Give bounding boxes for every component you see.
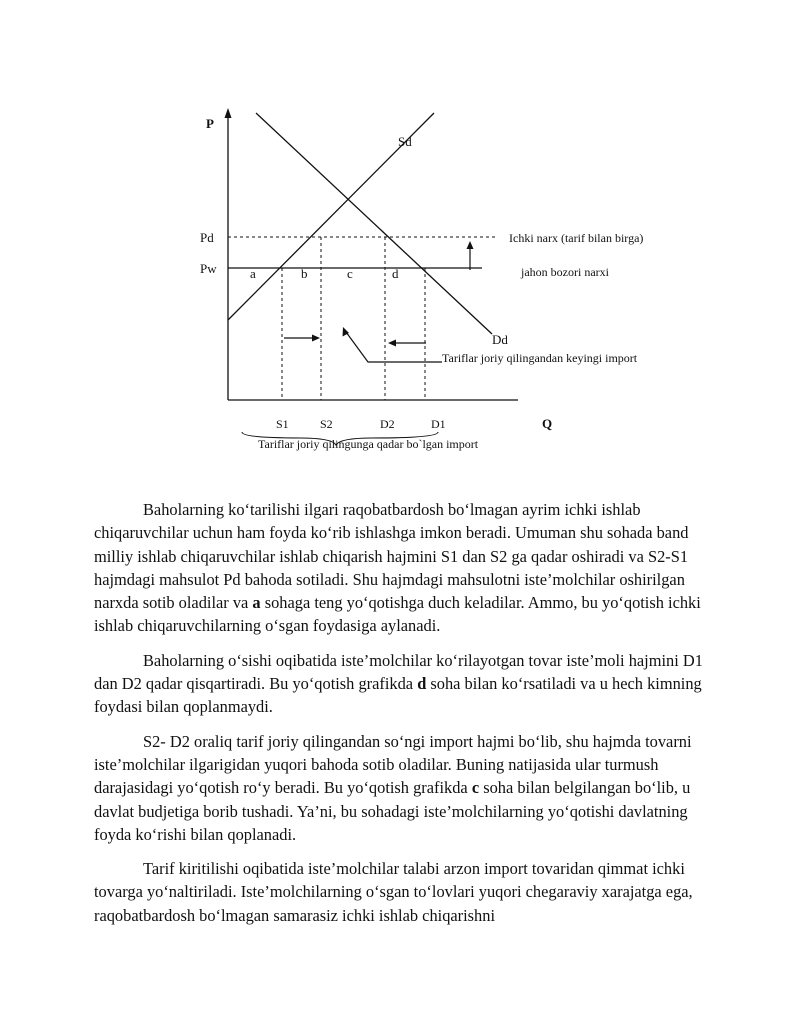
q-s1-label: S1	[276, 417, 289, 431]
price-pd-label: Pd	[200, 230, 214, 245]
area-b-label: b	[301, 266, 308, 281]
paragraph-4	[94, 857, 714, 927]
paragraph-1	[94, 498, 714, 638]
area-d-label: d	[392, 266, 399, 281]
demand-curve-label: Dd	[492, 332, 508, 347]
import-before-label: Tariflar joriy qilingunga qadar bo`lgan import	[258, 437, 479, 451]
paragraph-1-text-2: sohaga teng yo‘qotishga duch keladilar. Ammo, bu yo‘qotish ichki ishlab chiqaruvchilarning o‘sgan foydasiga aylanadi.	[94, 593, 701, 636]
demand-curve	[256, 113, 492, 334]
q-d1-label: D1	[431, 417, 446, 431]
area-c-label: c	[347, 266, 353, 281]
paragraph-2-text-2: soha bilan ko‘rsatiladi va u hech kimning foydasi bilan qoplanmaydi.	[94, 674, 702, 717]
paragraph-2-text-1: Baholarning o‘sishi oqibatida iste’molchilar ko‘rilayotgan tovar iste’moli hajmini D1 dan D2 qadar qisqartiradi. Bu yo‘qotish grafikda	[94, 650, 703, 694]
import-arrow-right-head	[312, 335, 320, 342]
import-pointer-line	[346, 332, 442, 362]
paragraph-1-text-1: Baholarning ko‘tarilishi ilgari raqobatbardosh bo‘lmagan ayrim ichki ishlab chiqaruvchilar uchun ham foyda ko‘rib ishlashga imkon beradi. Umuman shu sohada band milliy ishlab chiqaruvchilar ishlab chiqarish hajmini S1 dan S2 ga qadar oshiradi va S2-S1 hajmdagi mahsulot Pd bahoda sotiladi. Shu hajmdagi mahsulotni iste’molchilar oshirilgan narxda sotib oladilar va	[94, 500, 689, 613]
paragraph-2-bold: d	[417, 674, 427, 694]
area-a-label: a	[250, 266, 256, 281]
world-price-label: jahon bozori narxi	[521, 265, 609, 279]
import-arrow-left-head	[388, 340, 396, 347]
price-pw-label: Pw	[200, 261, 217, 276]
paragraph-3-text-2: soha bilan belgilangan bo‘lib, u davlat budjetiga borib tushadi. Ya’ni, bu sohadagi iste’molchilarning yo‘qotishi davlatning foyda ko‘rishi bilan qoplanadi.	[94, 778, 691, 844]
p-axis-label: P	[206, 116, 214, 131]
paragraph-3	[94, 730, 714, 846]
supply-curve-label: Sd	[398, 134, 412, 149]
body-text	[94, 498, 714, 938]
paragraph-2	[94, 649, 714, 719]
domestic-price-label: Ichki narx (tarif bilan birga)	[509, 231, 644, 245]
q-axis-label: Q	[542, 416, 553, 431]
paragraph-4-text-1: Tarif kiritilishi oqibatida iste’molchilar talabi arzon import tovaridan qimmat ichki tovarga yo‘naltiriladi. Iste’molchilarning o‘sgan to‘lovlari yuqori chegaraviy xarajatga ega, raqobatbardosh bo‘lmagan samarasiz ichki ishlab chiqarishni	[94, 859, 693, 925]
price-rise-arrowhead	[467, 241, 474, 249]
paragraph-3-bold: c	[471, 778, 480, 798]
p-axis-arrow	[225, 108, 232, 118]
tariff-diagram	[190, 100, 690, 465]
q-s2-label: S2	[320, 417, 333, 431]
paragraph-3-text-1: S2- D2 oraliq tarif joriy qilingandan so‘ngi import hajmi bo‘lib, shu hajmda tovarni iste’molchilar ilgarigidan yuqori bahoda sotib oladilar. Buning natijasida ular turmush darajasidagi yo‘qotish ro‘y beradi. Bu yo‘qotish grafikda	[94, 731, 692, 798]
paragraph-1-bold: a	[252, 593, 261, 613]
import-after-label: Tariflar joriy qilingandan keyingi import	[442, 351, 638, 365]
q-d2-label: D2	[380, 417, 395, 431]
